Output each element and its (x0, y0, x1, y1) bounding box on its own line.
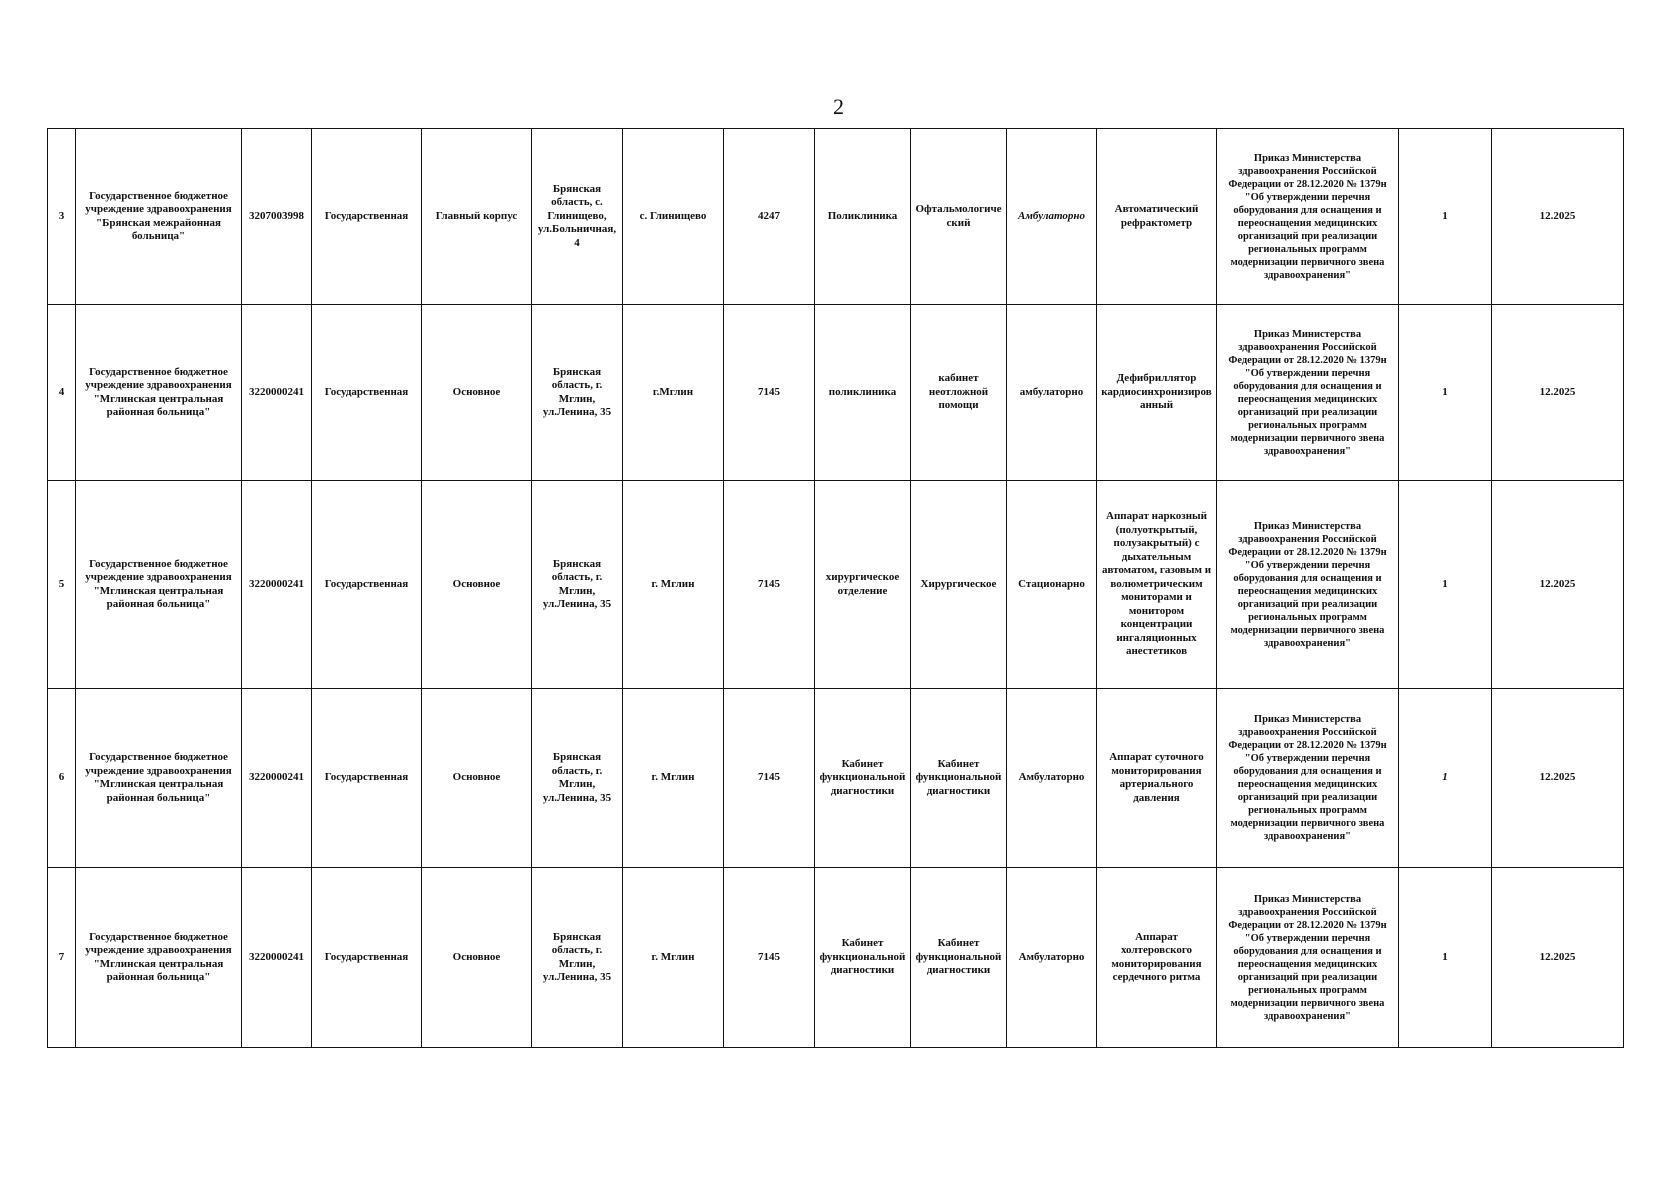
care-type: амбулаторно (1007, 305, 1097, 481)
address: Брянская область, г. Мглин, ул.Ленина, 35 (532, 481, 623, 689)
building: Основное (422, 689, 532, 868)
equipment-name: Аппарат суточного мониторирования артериального давления (1097, 689, 1217, 868)
due-date: 12.2025 (1492, 129, 1624, 305)
code: 7145 (724, 689, 815, 868)
row-number: 6 (48, 689, 76, 868)
due-date: 12.2025 (1492, 481, 1624, 689)
table-row (48, 868, 1624, 1048)
organization-name: Государственное бюджетное учреждение здравоохранения "Мглинская центральная районная больница" (76, 689, 242, 868)
due-date: 12.2025 (1492, 868, 1624, 1048)
building: Главный корпус (422, 129, 532, 305)
unit: поликлиника (815, 305, 911, 481)
quantity: 1 (1399, 868, 1492, 1048)
row-number: 4 (48, 305, 76, 481)
care-type: Амбулаторно (1007, 689, 1097, 868)
ownership-form: Государственная (312, 305, 422, 481)
building: Основное (422, 868, 532, 1048)
inn: 3220000241 (242, 868, 312, 1048)
table-row (48, 129, 1624, 305)
organization-name: Государственное бюджетное учреждение здравоохранения "Мглинская центральная районная больница" (76, 481, 242, 689)
unit: Кабинет функциональной диагностики (815, 868, 911, 1048)
quantity: 1 (1399, 481, 1492, 689)
legal-basis: Приказ Министерства здравоохранения Российской Федерации от 28.12.2020 № 1379н "Об утверждении перечня оборудования для оснащения и переоснащения медицинских организаций при реализации региональных программ модернизации первичного звена здравоохранения" (1217, 305, 1399, 481)
inn: 3220000241 (242, 481, 312, 689)
organization-name: Государственное бюджетное учреждение здравоохранения "Мглинская центральная районная больница" (76, 868, 242, 1048)
care-type: Амбулаторно (1007, 129, 1097, 305)
legal-basis: Приказ Министерства здравоохранения Российской Федерации от 28.12.2020 № 1379н "Об утверждении перечня оборудования для оснащения и переоснащения медицинских организаций при реализации региональных программ модернизации первичного звена здравоохранения" (1217, 689, 1399, 868)
quantity: 1 (1399, 689, 1492, 868)
row-number: 7 (48, 868, 76, 1048)
code: 7145 (724, 481, 815, 689)
table-row (48, 689, 1624, 868)
locality: г. Мглин (623, 868, 724, 1048)
ownership-form: Государственная (312, 689, 422, 868)
equipment-name: Аппарат холтеровского мониторирования сердечного ритма (1097, 868, 1217, 1048)
organization-name: Государственное бюджетное учреждение здравоохранения "Мглинская центральная районная больница" (76, 305, 242, 481)
locality: с. Глинищево (623, 129, 724, 305)
locality: г. Мглин (623, 481, 724, 689)
building: Основное (422, 481, 532, 689)
due-date: 12.2025 (1492, 305, 1624, 481)
equipment-name: Автоматический рефрактометр (1097, 129, 1217, 305)
inn: 3220000241 (242, 305, 312, 481)
code: 7145 (724, 305, 815, 481)
locality: г. Мглин (623, 689, 724, 868)
table-row (48, 481, 1624, 689)
unit: Кабинет функциональной диагностики (815, 689, 911, 868)
equipment-name: Аппарат наркозный (полуоткрытый, полузакрытый) с дыхательным автоматом, газовым и волюметрическим мониторами и монитором концентрации ингаляционных анестетиков (1097, 481, 1217, 689)
locality: г.Мглин (623, 305, 724, 481)
quantity: 1 (1399, 129, 1492, 305)
address: Брянская область, г. Мглин, ул.Ленина, 35 (532, 868, 623, 1048)
care-type: Стационарно (1007, 481, 1097, 689)
inn: 3220000241 (242, 689, 312, 868)
row-number: 3 (48, 129, 76, 305)
address: Брянская область, с. Глинищево, ул.Больничная, 4 (532, 129, 623, 305)
due-date: 12.2025 (1492, 689, 1624, 868)
code: 4247 (724, 129, 815, 305)
table-row (48, 305, 1624, 481)
department: кабинет неотложной помощи (911, 305, 1007, 481)
department: Хирургическое (911, 481, 1007, 689)
page-number: 2 (833, 94, 844, 119)
equipment-table (47, 128, 1624, 1048)
code: 7145 (724, 868, 815, 1048)
legal-basis: Приказ Министерства здравоохранения Российской Федерации от 28.12.2020 № 1379н "Об утверждении перечня оборудования для оснащения и переоснащения медицинских организаций при реализации региональных программ модернизации первичного звена здравоохранения" (1217, 481, 1399, 689)
department: Кабинет функциональной диагностики (911, 868, 1007, 1048)
ownership-form: Государственная (312, 129, 422, 305)
unit: Поликлиника (815, 129, 911, 305)
department: Кабинет функциональной диагностики (911, 689, 1007, 868)
quantity: 1 (1399, 305, 1492, 481)
inn: 3207003998 (242, 129, 312, 305)
building: Основное (422, 305, 532, 481)
department: Офтальмологический (911, 129, 1007, 305)
address: Брянская область, г. Мглин, ул.Ленина, 35 (532, 689, 623, 868)
care-type: Амбулаторно (1007, 868, 1097, 1048)
unit: хирургическое отделение (815, 481, 911, 689)
legal-basis: Приказ Министерства здравоохранения Российской Федерации от 28.12.2020 № 1379н "Об утверждении перечня оборудования для оснащения и переоснащения медицинских организаций при реализации региональных программ модернизации первичного звена здравоохранения" (1217, 868, 1399, 1048)
address: Брянская область, г. Мглин, ул.Ленина, 35 (532, 305, 623, 481)
ownership-form: Государственная (312, 868, 422, 1048)
equipment-name: Дефибриллятор кардиосинхронизированный (1097, 305, 1217, 481)
legal-basis: Приказ Министерства здравоохранения Российской Федерации от 28.12.2020 № 1379н "Об утверждении перечня оборудования для оснащения и переоснащения медицинских организаций при реализации региональных программ модернизации первичного звена здравоохранения" (1217, 129, 1399, 305)
row-number: 5 (48, 481, 76, 689)
ownership-form: Государственная (312, 481, 422, 689)
organization-name: Государственное бюджетное учреждение здравоохранения "Брянская межрайонная больница" (76, 129, 242, 305)
